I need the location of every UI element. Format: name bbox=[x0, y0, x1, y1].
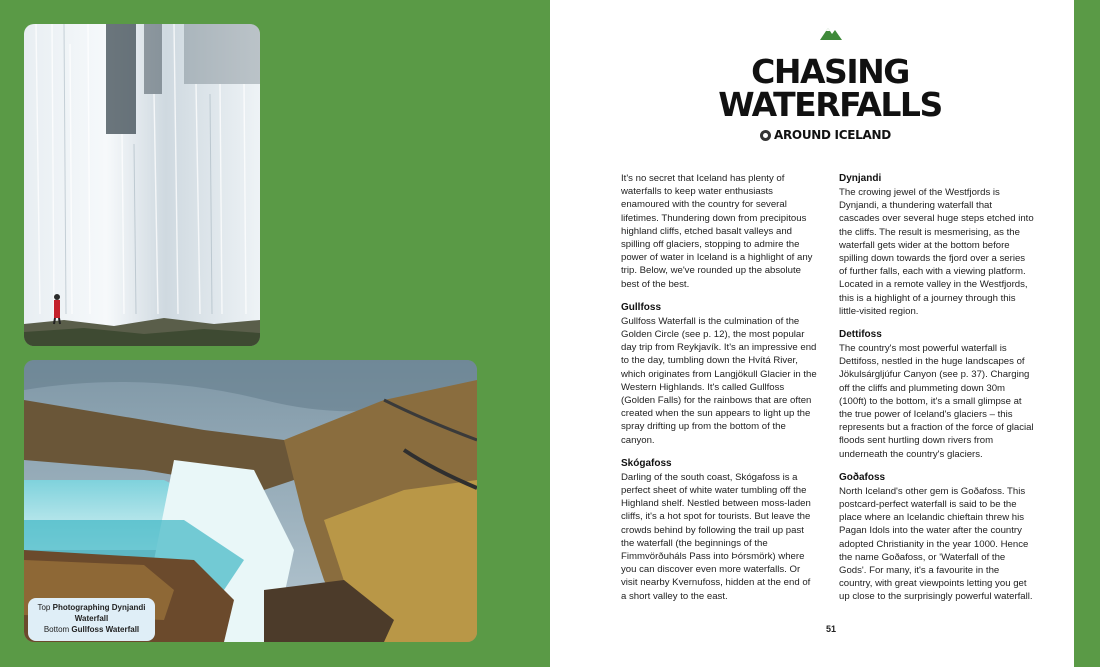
page-title bbox=[700, 52, 960, 124]
section-heading-dettifoss: Dettifoss bbox=[839, 329, 882, 341]
section-text-dynjandi: The crowing jewel of the Westfjords is Dynjandi, a thundering waterfall that cascades over several huge steps etched into the cliffs. The result is mesmerising, as the waterfall gets wider at the bottom before spilling down towards the fjord over a series of further falls, each with a viewing platform. Located in a remote valley in the Westfjords, this is a highlight of a journey through this little-visited region. bbox=[839, 187, 1034, 317]
title-line-1: CHASING bbox=[751, 52, 909, 91]
section-heading-skogafoss: Skógafoss bbox=[621, 457, 672, 469]
location-text: AROUND ICELAND bbox=[774, 128, 891, 142]
caption-bottom bbox=[28, 624, 155, 635]
text-column-2 bbox=[839, 172, 1035, 604]
photo-dynjandi-waterfall bbox=[24, 24, 260, 346]
section-text-godafoss: North Iceland's other gem is Goðafoss. This postcard-perfect waterfall is said to be the place where an Icelandic chieftain threw his Pagan Idols into the water after the country adopted Christianity in the year 1000. Hence the name Goðafoss, or 'Waterfall of the Gods'. For many, it's a favourite in the country, with great viewpoints letting you get up close to the surprisingly powerful waterfall. bbox=[839, 485, 1033, 603]
section-heading-gullfoss: Gullfoss bbox=[621, 301, 662, 313]
caption-bottom-title: Gullfoss Waterfall bbox=[71, 625, 140, 634]
caption-top-prefix: Top bbox=[37, 603, 51, 612]
mountain-icon bbox=[820, 24, 842, 40]
section-text-skogafoss: Darling of the south coast, Skógafoss is a perfect sheet of white water tumbling off the Highland shelf. Nestled between moss-laden cliffs, it's a hot spot for tourists. But leave the crowds behind by following the trail up past the waterfall (the beginnings of the Fimmvörðuháls Pass into Þórsmörk) where you can discover even more waterfalls. Or visit nearby Kvernufoss, hidden at the end of a short valley to the east. bbox=[621, 471, 811, 602]
photo-caption bbox=[28, 598, 155, 641]
section-heading-godafoss: Goðafoss bbox=[839, 471, 886, 483]
caption-top-title: Photographing Dynjandi Waterfall bbox=[52, 603, 146, 623]
location-label bbox=[760, 127, 891, 143]
location-pin-icon bbox=[760, 130, 771, 141]
intro-paragraph: It's no secret that Iceland has plenty of waterfalls to keep water enthusiasts enamoured with the country for several lifetimes. Thundering down from precipitous highland cliffs, etched basalt valleys and spilling off glaciers, stopping to admire the power of water in Iceland is a highlight of any trip. Below, we've rounded up the absolute best of the best. bbox=[621, 173, 813, 290]
section-text-gullfoss: Gullfoss Waterfall is the culmination of the Golden Circle (see p. 12), the most popular day trip from Reykjavík. It's an impressive end to the day, tumbling down the Hvítá River, which originates from Langjökull Glacier in the Western Highlands. It's called Gullfoss (Golden Falls) for the rainbows that are often created when the sun appears to light up the spray drifting up from the bottom of the canyon. bbox=[621, 315, 817, 446]
page-number: 51 bbox=[825, 624, 836, 634]
section-heading-dynjandi: Dynjandi bbox=[839, 173, 882, 184]
caption-top bbox=[28, 602, 155, 624]
section-text-dettifoss: The country's most powerful waterfall is Dettifoss, nestled in the huge landscapes of Jökulsárgljúfur Canyon (see p. 37). Charging off the cliffs and plummeting down 30m (100ft) to the bottom, it's a small glimpse at the true power of Iceland's glaciers – this represents but a fraction of the force of glacial floods sent hurtling down rivers from underneath the country's glaciers. bbox=[839, 343, 1034, 460]
text-column-1 bbox=[621, 172, 817, 603]
title-line-2: WATERFALLS bbox=[718, 85, 942, 124]
caption-bottom-prefix: Bottom bbox=[43, 625, 70, 634]
page-edge-strip bbox=[1074, 0, 1100, 667]
